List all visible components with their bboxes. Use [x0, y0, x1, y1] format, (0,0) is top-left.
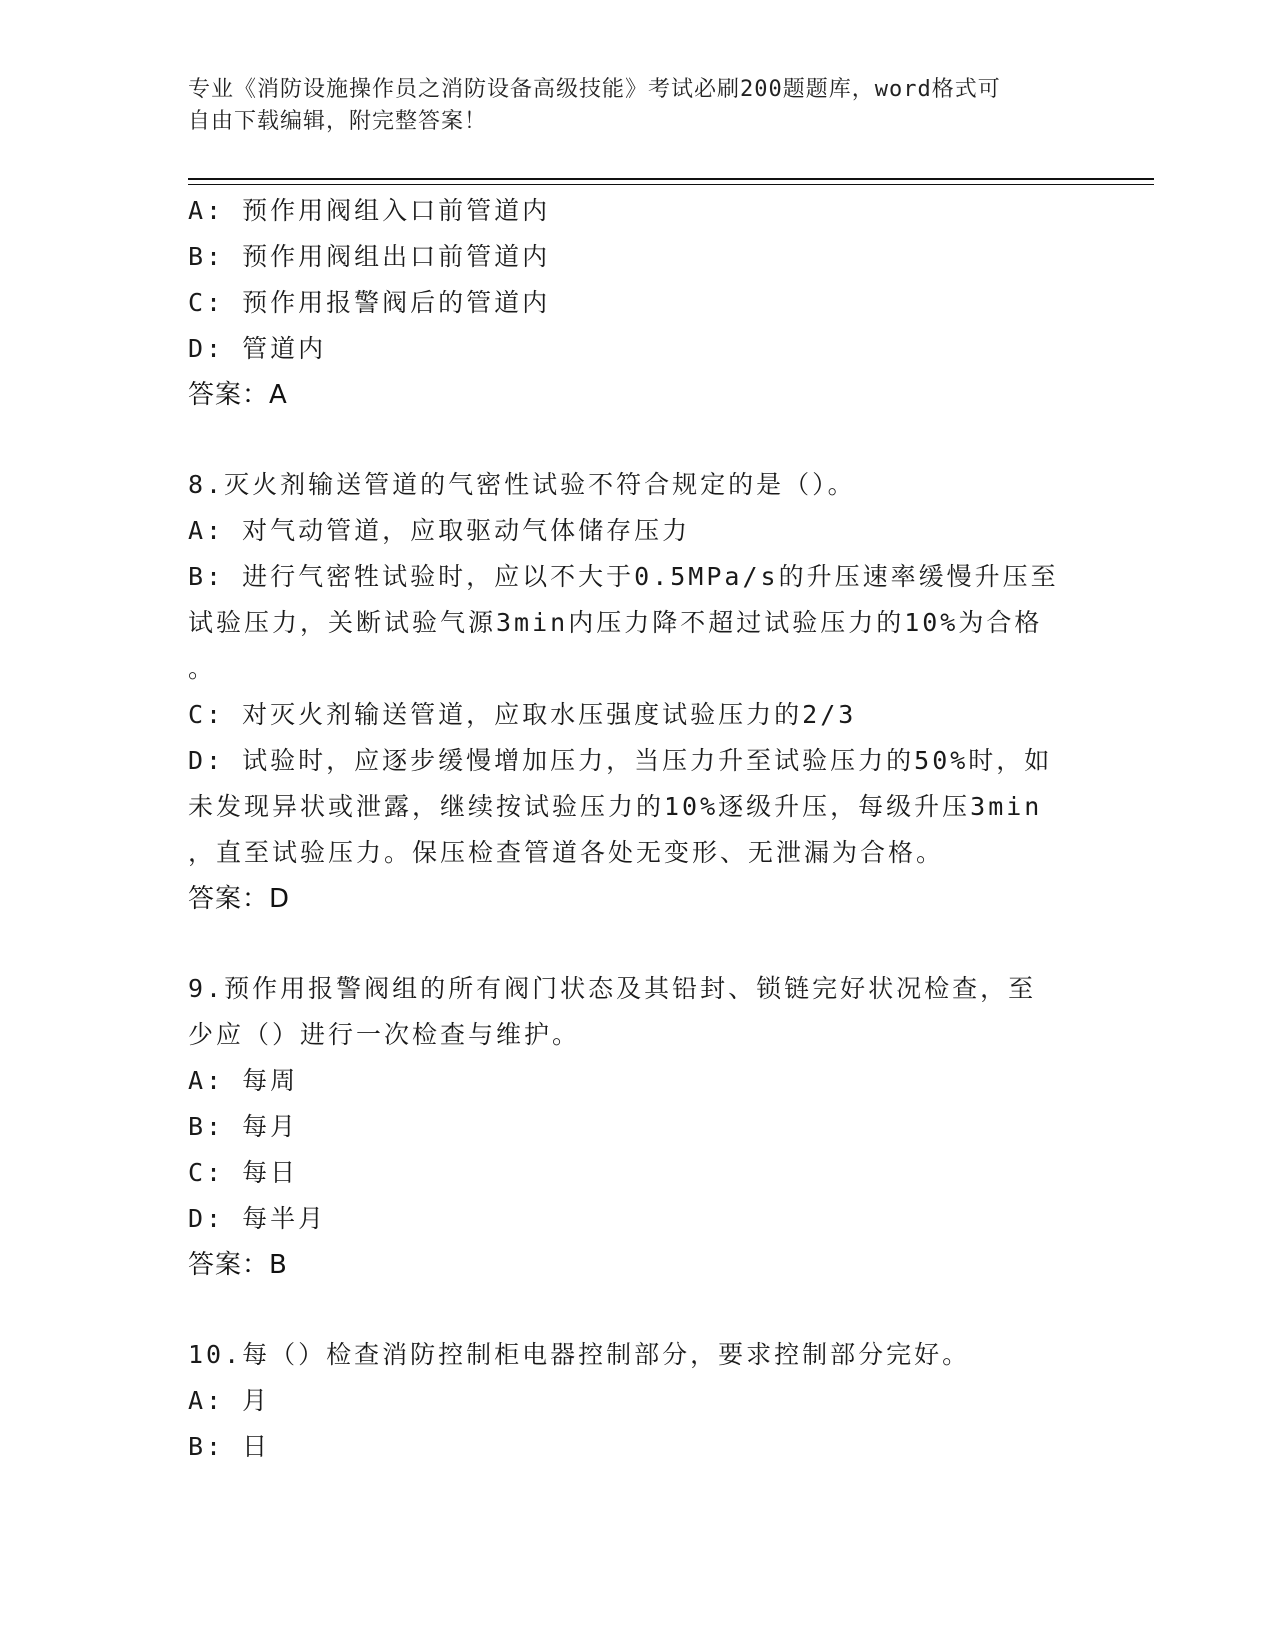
question-10 [188, 1332, 1068, 1470]
question-text: 10.每（）检查消防控制柜电器控制部分，要求控制部分完好。 [188, 1340, 971, 1369]
question-8 [188, 462, 1068, 922]
option-d: D: 每半月 [188, 1204, 327, 1233]
header-line-1: 专业《消防设施操作员之消防设备高级技能》考试必刷200题题库，word格式可 [188, 77, 1001, 102]
answer: 答案：A [188, 380, 288, 410]
question-text: 8.灭火剂输送管道的气密性试验不符合规定的是（）。 [188, 470, 856, 499]
option-c: C: 每日 [188, 1158, 299, 1187]
answer: 答案：D [188, 884, 291, 914]
question-list [188, 188, 1068, 1470]
option-a: A: 预作用阀组入口前管道内 [188, 196, 551, 225]
header-line-2: 自由下载编辑，附完整答案！ [188, 109, 488, 134]
document-header [188, 74, 1068, 138]
option-a: A: 对气动管道，应取驱动气体储存压力 [188, 516, 691, 545]
option-b-line-2: 试验压力，关断试验气源3min内压力降不超过试验压力的10%为合格 [188, 608, 1043, 637]
option-a: A: 月 [188, 1386, 271, 1415]
option-b-line-1: B: 进行气密牲试验时，应以不大于0.5MPa/s的升压速率缓慢升压至 [188, 562, 1059, 591]
option-c: C: 对灭火剂输送管道，应取水压强度试验压力的2/3 [188, 700, 857, 729]
spacer [188, 922, 1068, 966]
spacer [188, 418, 1068, 462]
option-d: D: 管道内 [188, 334, 327, 363]
option-b: B: 日 [188, 1432, 271, 1461]
option-b: B: 每月 [188, 1112, 299, 1141]
header-divider-thick [188, 178, 1154, 180]
option-a: A: 每周 [188, 1066, 299, 1095]
option-b-line-3: 。 [188, 654, 217, 683]
option-d-line-3: ，直至试验压力。保压检查管道各处无变形、无泄漏为合格。 [188, 838, 945, 867]
question-9 [188, 966, 1068, 1288]
question-text-line-2: 少应（）进行一次检查与维护。 [188, 1020, 581, 1049]
question-text-line-1: 9.预作用报警阀组的所有阀门状态及其铅封、锁链完好状况检查，至 [188, 974, 1037, 1003]
header-divider-thin [188, 184, 1154, 185]
option-c: C: 预作用报警阀后的管道内 [188, 288, 551, 317]
question-7 [188, 188, 1068, 418]
option-d-line-2: 未发现异状或泄露，继续按试验压力的10%逐级升压，每级升压3min [188, 792, 1043, 821]
spacer [188, 1288, 1068, 1332]
option-b: B: 预作用阀组出口前管道内 [188, 242, 551, 271]
answer: 答案：B [188, 1250, 288, 1280]
option-d-line-1: D: 试验时，应逐步缓慢增加压力，当压力升至试验压力的50%时，如 [188, 746, 1053, 775]
